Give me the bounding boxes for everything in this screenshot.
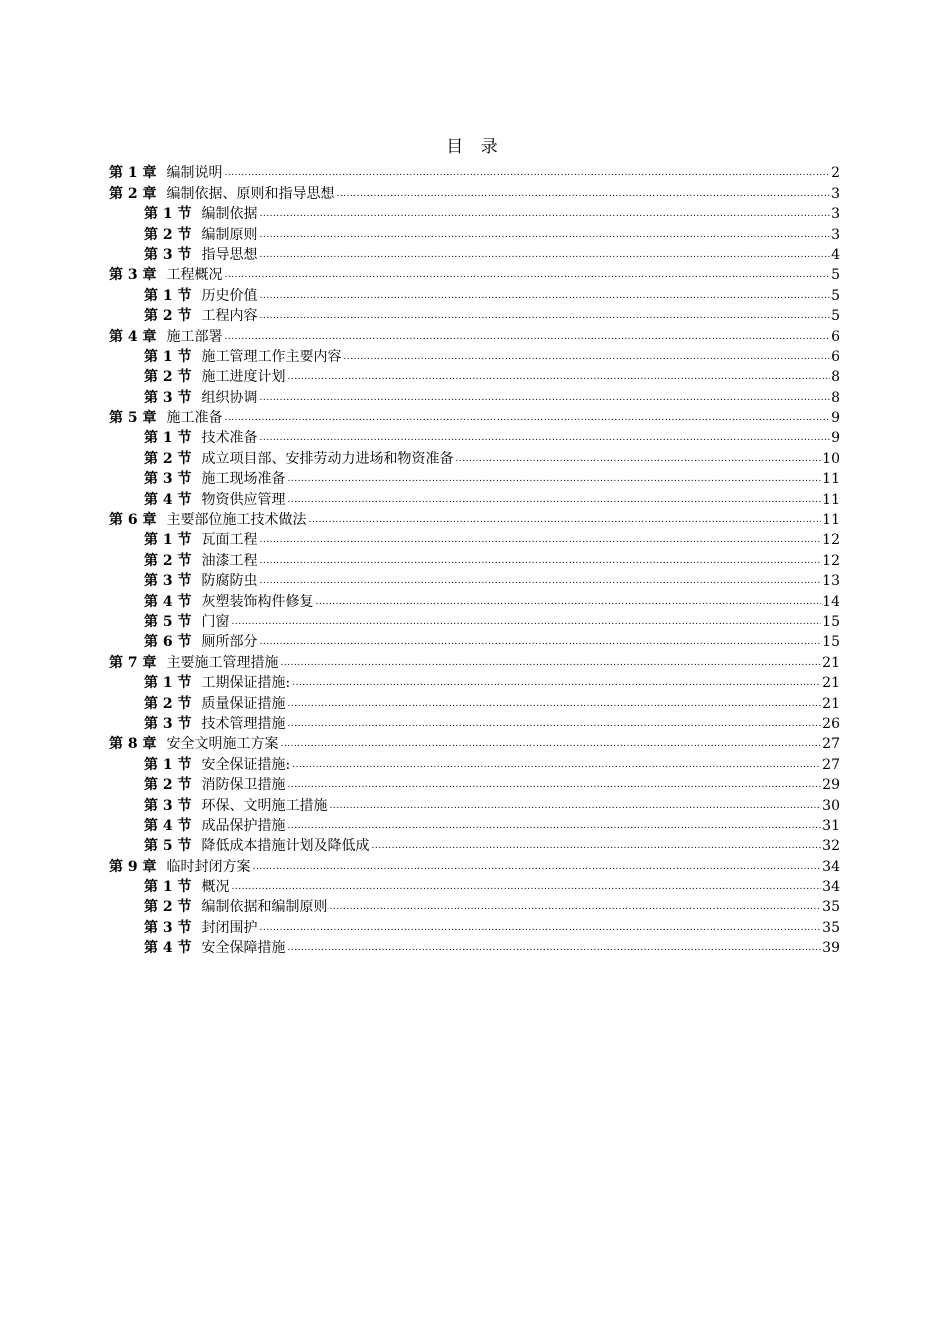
dot-leader xyxy=(225,413,831,423)
entry-page-number: 9 xyxy=(831,430,840,447)
entry-title: 灰塑装饰构件修复 xyxy=(201,593,314,610)
entry-title: 编制说明 xyxy=(166,165,223,182)
dot-leader xyxy=(344,352,831,362)
toc-section-entry[interactable] xyxy=(0,243,950,263)
toc-section-entry[interactable] xyxy=(0,202,950,222)
entry-number: 第 3 节 xyxy=(144,246,192,263)
entry-number: 第 3 节 xyxy=(144,471,192,488)
entry-number: 第 3 节 xyxy=(144,715,192,732)
entry-title: 施工管理工作主要内容 xyxy=(201,348,342,365)
entry-page-number: 27 xyxy=(822,756,840,773)
entry-page-number: 11 xyxy=(822,471,840,488)
entry-title: 厕所部分 xyxy=(201,634,258,651)
entry-title: 防腐防虫 xyxy=(201,573,258,590)
entry-title: 施工准备 xyxy=(166,410,223,427)
entry-title: 消防保卫措施 xyxy=(201,777,286,794)
dot-leader xyxy=(260,535,822,545)
entry-page-number: 3 xyxy=(831,185,840,202)
entry-number: 第 3 节 xyxy=(144,797,192,814)
entry-page-number: 5 xyxy=(831,287,840,304)
entry-number: 第 7 章 xyxy=(109,654,157,671)
entry-page-number: 6 xyxy=(831,348,840,365)
toc-chapter-entry[interactable] xyxy=(0,263,950,283)
dot-leader xyxy=(456,454,822,464)
dot-leader xyxy=(253,862,822,872)
entry-page-number: 5 xyxy=(831,308,840,325)
entry-title: 封闭围护 xyxy=(201,919,258,936)
entry-page-number: 9 xyxy=(831,410,840,427)
entry-number: 第 3 节 xyxy=(144,573,192,590)
entry-number: 第 4 节 xyxy=(144,940,192,957)
dot-leader xyxy=(260,576,822,586)
entry-title: 成品保护措施 xyxy=(201,817,286,834)
table-of-contents xyxy=(0,161,950,956)
toc-section-entry[interactable] xyxy=(0,630,950,650)
toc-section-entry[interactable] xyxy=(0,426,950,446)
entry-title: 安全保证措施: xyxy=(201,756,291,773)
toc-section-entry[interactable] xyxy=(0,814,950,834)
entry-number: 第 3 节 xyxy=(144,919,192,936)
entry-title: 编制依据、原则和指导思想 xyxy=(166,185,335,202)
entry-page-number: 21 xyxy=(822,654,840,671)
entry-page-number: 8 xyxy=(831,369,840,386)
entry-number: 第 2 节 xyxy=(144,308,192,325)
dot-leader xyxy=(225,270,831,280)
toc-chapter-entry[interactable] xyxy=(0,732,950,752)
entry-page-number: 14 xyxy=(822,593,840,610)
dot-leader xyxy=(288,821,822,831)
entry-page-number: 34 xyxy=(822,879,840,896)
entry-title: 降低成本措施计划及降低成 xyxy=(201,838,370,855)
entry-number: 第 1 章 xyxy=(109,165,157,182)
dot-leader xyxy=(232,882,822,892)
dot-leader xyxy=(281,739,822,749)
entry-title: 历史价值 xyxy=(201,287,258,304)
entry-page-number: 21 xyxy=(822,695,840,712)
entry-number: 第 1 节 xyxy=(144,879,192,896)
dot-leader xyxy=(288,372,831,382)
entry-page-number: 26 xyxy=(822,715,840,732)
dot-leader xyxy=(260,209,831,219)
entry-number: 第 5 节 xyxy=(144,613,192,630)
entry-title: 工程概况 xyxy=(166,267,223,284)
toc-section-entry[interactable] xyxy=(0,936,950,956)
entry-title: 技术准备 xyxy=(201,430,258,447)
entry-title: 工程内容 xyxy=(201,308,258,325)
entry-title: 施工进度计划 xyxy=(201,369,286,386)
entry-number: 第 2 节 xyxy=(144,450,192,467)
toc-section-entry[interactable] xyxy=(0,589,950,609)
entry-page-number: 21 xyxy=(822,675,840,692)
entry-number: 第 3 节 xyxy=(144,389,192,406)
dot-leader xyxy=(260,291,831,301)
dot-leader xyxy=(288,699,822,709)
dot-leader xyxy=(330,902,822,912)
dot-leader xyxy=(260,250,831,260)
dot-leader xyxy=(281,658,822,668)
dot-leader xyxy=(260,556,822,566)
entry-title: 主要施工管理措施 xyxy=(166,654,279,671)
toc-title: 目 录 xyxy=(446,137,504,157)
entry-page-number: 27 xyxy=(822,736,840,753)
entry-number: 第 4 节 xyxy=(144,817,192,834)
entry-page-number: 35 xyxy=(822,919,840,936)
toc-chapter-entry[interactable] xyxy=(0,181,950,201)
entry-number: 第 5 章 xyxy=(109,410,157,427)
toc-section-entry[interactable] xyxy=(0,671,950,691)
entry-title: 安全保障措施 xyxy=(201,940,286,957)
entry-title: 环保、文明施工措施 xyxy=(201,797,328,814)
dot-leader xyxy=(260,637,822,647)
entry-number: 第 1 节 xyxy=(144,532,192,549)
dot-leader xyxy=(288,495,822,505)
toc-section-entry[interactable] xyxy=(0,875,950,895)
toc-section-entry[interactable] xyxy=(0,793,950,813)
dot-leader xyxy=(288,943,822,953)
entry-page-number: 11 xyxy=(822,512,840,529)
entry-number: 第 2 章 xyxy=(109,185,157,202)
dot-leader xyxy=(260,230,831,240)
entry-number: 第 3 章 xyxy=(109,267,157,284)
toc-section-entry[interactable] xyxy=(0,222,950,242)
entry-number: 第 2 节 xyxy=(144,695,192,712)
entry-page-number: 5 xyxy=(831,267,840,284)
toc-section-entry[interactable] xyxy=(0,304,950,324)
entry-number: 第 1 节 xyxy=(144,430,192,447)
entry-title: 成立项目部、安排劳动力进场和物资准备 xyxy=(201,450,454,467)
toc-chapter-entry[interactable] xyxy=(0,161,950,181)
entry-title: 编制依据和编制原则 xyxy=(201,899,328,916)
dot-leader xyxy=(260,393,831,403)
entry-number: 第 5 节 xyxy=(144,838,192,855)
entry-title: 主要部位施工技术做法 xyxy=(166,512,307,529)
entry-title: 组织协调 xyxy=(201,389,258,406)
toc-section-entry[interactable] xyxy=(0,834,950,854)
entry-number: 第 9 章 xyxy=(109,858,157,875)
entry-title: 工期保证措施: xyxy=(201,675,291,692)
dot-leader xyxy=(309,515,822,525)
entry-number: 第 2 节 xyxy=(144,777,192,794)
toc-section-entry[interactable] xyxy=(0,773,950,793)
dot-leader xyxy=(232,617,822,627)
toc-section-entry[interactable] xyxy=(0,752,950,772)
entry-number: 第 8 章 xyxy=(109,736,157,753)
entry-page-number: 3 xyxy=(831,206,840,223)
entry-page-number: 29 xyxy=(822,777,840,794)
entry-page-number: 4 xyxy=(831,246,840,263)
entry-title: 施工部署 xyxy=(166,328,223,345)
entry-title: 物资供应管理 xyxy=(201,491,286,508)
dot-leader xyxy=(260,433,831,443)
dot-leader xyxy=(316,597,822,607)
toc-section-entry[interactable] xyxy=(0,365,950,385)
dot-leader xyxy=(225,332,831,342)
dot-leader xyxy=(288,719,822,729)
toc-chapter-entry[interactable] xyxy=(0,650,950,670)
entry-page-number: 35 xyxy=(822,899,840,916)
toc-section-entry[interactable] xyxy=(0,691,950,711)
entry-title: 技术管理措施 xyxy=(201,715,286,732)
entry-page-number: 11 xyxy=(822,491,840,508)
entry-title: 编制依据 xyxy=(201,206,258,223)
entry-number: 第 1 节 xyxy=(144,348,192,365)
entry-page-number: 10 xyxy=(822,450,840,467)
entry-title: 油漆工程 xyxy=(201,552,258,569)
dot-leader xyxy=(330,801,822,811)
dot-leader xyxy=(292,760,821,770)
entry-number: 第 6 节 xyxy=(144,634,192,651)
entry-number: 第 2 节 xyxy=(144,226,192,243)
entry-page-number: 31 xyxy=(822,817,840,834)
dot-leader xyxy=(288,780,822,790)
toc-section-entry[interactable] xyxy=(0,610,950,630)
entry-number: 第 1 节 xyxy=(144,206,192,223)
entry-page-number: 3 xyxy=(831,226,840,243)
toc-chapter-entry[interactable] xyxy=(0,854,950,874)
entry-page-number: 12 xyxy=(822,552,840,569)
toc-section-entry[interactable] xyxy=(0,446,950,466)
entry-number: 第 4 节 xyxy=(144,491,192,508)
entry-number: 第 4 节 xyxy=(144,593,192,610)
toc-section-entry[interactable] xyxy=(0,283,950,303)
dot-leader xyxy=(260,311,831,321)
entry-page-number: 15 xyxy=(822,634,840,651)
entry-title: 瓦面工程 xyxy=(201,532,258,549)
entry-number: 第 1 节 xyxy=(144,756,192,773)
entry-page-number: 13 xyxy=(822,573,840,590)
toc-chapter-entry[interactable] xyxy=(0,324,950,344)
toc-chapter-entry[interactable] xyxy=(0,508,950,528)
entry-page-number: 30 xyxy=(822,797,840,814)
entry-number: 第 6 章 xyxy=(109,512,157,529)
entry-number: 第 1 节 xyxy=(144,675,192,692)
toc-section-entry[interactable] xyxy=(0,487,950,507)
entry-title: 指导思想 xyxy=(201,246,258,263)
entry-number: 第 2 节 xyxy=(144,899,192,916)
toc-section-entry[interactable] xyxy=(0,548,950,568)
entry-title: 编制原则 xyxy=(201,226,258,243)
entry-page-number: 34 xyxy=(822,858,840,875)
entry-title: 施工现场准备 xyxy=(201,471,286,488)
toc-section-entry[interactable] xyxy=(0,569,950,589)
toc-section-entry[interactable] xyxy=(0,385,950,405)
entry-page-number: 15 xyxy=(822,613,840,630)
toc-section-entry[interactable] xyxy=(0,528,950,548)
entry-page-number: 12 xyxy=(822,532,840,549)
dot-leader xyxy=(372,841,822,851)
toc-section-entry[interactable] xyxy=(0,345,950,365)
entry-number: 第 4 章 xyxy=(109,328,157,345)
dot-leader xyxy=(292,678,821,688)
toc-section-entry[interactable] xyxy=(0,915,950,935)
toc-section-entry[interactable] xyxy=(0,712,950,732)
entry-number: 第 1 节 xyxy=(144,287,192,304)
entry-title: 临时封闭方案 xyxy=(166,858,251,875)
entry-page-number: 6 xyxy=(831,328,840,345)
toc-section-entry[interactable] xyxy=(0,895,950,915)
dot-leader xyxy=(337,189,831,199)
dot-leader xyxy=(260,923,822,933)
entry-number: 第 2 节 xyxy=(144,552,192,569)
entry-title: 门窗 xyxy=(201,613,230,630)
entry-title: 安全文明施工方案 xyxy=(166,736,279,753)
entry-number: 第 2 节 xyxy=(144,369,192,386)
dot-leader xyxy=(225,168,831,178)
entry-page-number: 32 xyxy=(822,838,840,855)
entry-title: 质量保证措施 xyxy=(201,695,286,712)
entry-page-number: 39 xyxy=(822,940,840,957)
entry-page-number: 8 xyxy=(831,389,840,406)
toc-section-entry[interactable] xyxy=(0,467,950,487)
toc-chapter-entry[interactable] xyxy=(0,406,950,426)
entry-title: 概况 xyxy=(201,879,230,896)
entry-page-number: 2 xyxy=(831,165,840,182)
dot-leader xyxy=(288,474,822,484)
